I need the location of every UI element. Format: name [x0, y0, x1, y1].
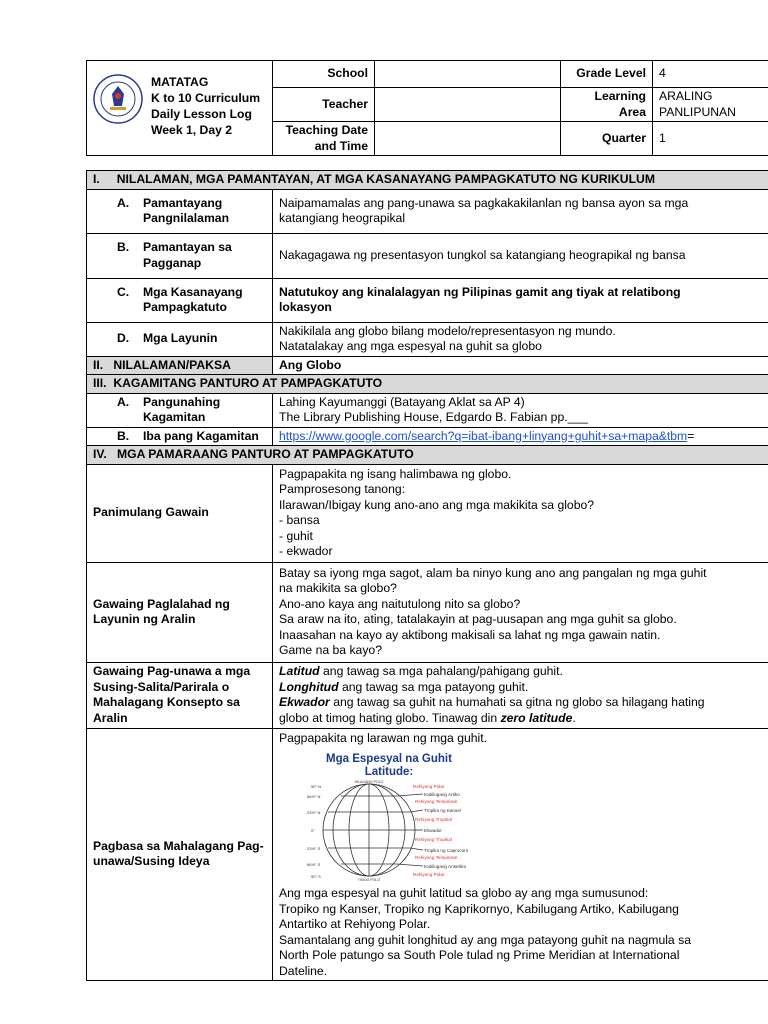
svg-text:Kabilugang Artiko: Kabilugang Artiko: [424, 792, 460, 797]
svg-text:90° S: 90° S: [311, 874, 321, 879]
row-label: Panimulang Gawain: [87, 464, 273, 562]
deped-seal-icon: [93, 74, 143, 124]
latitude-lines-diagram: [281, 750, 491, 882]
row-label: A. Pamantayang Pangnilalaman: [87, 189, 273, 233]
teacher-label: Teacher: [273, 88, 375, 122]
table-row: [87, 728, 768, 981]
quarter-label: Quarter: [561, 122, 653, 156]
lesson-table: [86, 170, 768, 981]
latitude-zone-labels: [413, 784, 469, 877]
row-value: Nakikilala ang globo bilang modelo/representasyon ng mundo. Natatalakay ang mga espesyal na guhit sa globo: [273, 322, 768, 356]
row-value: Latitud ang tawag sa mga pahalang/pahigang guhit. Longhitud ang tawag sa mga patayong guhit. Ekwador ang tawag sa guhit na humahati sa gitna ng globo sa hilagang hating globo at timog hating globo. Tinawag din zero latitude.: [273, 662, 768, 728]
row-label: C. Mga Kasanayang Pampagkatuto: [87, 278, 273, 322]
svg-text:Rehiyong Polar: Rehiyong Polar: [413, 872, 445, 877]
section-2-heading: II. NILALAMAN/PAKSA: [87, 356, 273, 375]
table-row: [87, 662, 768, 728]
table-row: [87, 464, 768, 562]
globe-icon: [323, 784, 423, 876]
table-row: [87, 278, 768, 322]
table-row: [87, 233, 768, 278]
row-value: Batay sa iyong mga sagot, alam ba ninyo kung ano ang pangalan ng mga guhit na makikita sa globo? Ano-ano kaya ang naitutulong nito sa globo? Sa araw na ito, ating, tatalakayin at pag-uusapan ang mga guhit sa globo. Inaasahan na kayo ay aktibong makisali sa lahat ng mga gawain natin. Game na ba kayo?: [273, 562, 768, 662]
svg-text:Rehiyong Temperate: Rehiyong Temperate: [415, 799, 458, 804]
term-ekwador: Ekwador: [279, 695, 330, 709]
row-label: B. Pamantayan sa Pagganap: [87, 233, 273, 278]
date-label: Teaching Date and Time: [273, 122, 375, 156]
logo-cell: [87, 61, 273, 156]
table-row: [87, 322, 768, 356]
teacher-value: [375, 88, 561, 122]
row-value: Pagpapakita ng larawan ng mga guhit. Mga Espesyal na Guhit Latitude: HILAGANG POLO 90° N 66½° N 23½° N 0° 23½° S 66½° S 90° S Rehiyong Polar Kabilugang Artiko Rehiyong Temperate Tropiko ng Kanser Rehiyong Tropikal Ekwador Rehiyong Tropikal Tropiko ng Caprocorn Rehiyong Temperate Kabilugang Antartiko Rehiyong Polar TIMOG POLO Ang mga espesyal na guhit latitud sa globo ay ang mga sumusunod: Tropiko ng Kanser, Tropiko ng Kaprikornyo, Kabilugang Artiko, Kabilugang Antartiko at Rehiyong Polar. Samantalang ang guhit longhitud ay ang mga patayong guhit na nagmula sa North Pole patungo sa South Pole tulad ng Prime Meridian at International Dateline.: [273, 728, 768, 981]
row-value: Naipamamalas ang pang-unawa sa pagkakakilanlan ng bansa ayon sa mga katangiang heograpikal: [273, 189, 768, 233]
grade-value: 4: [653, 61, 768, 88]
latitude-degree-labels: [307, 784, 321, 879]
lesson-log-title: MATATAG K to 10 Curriculum Daily Lesson Log Week 1, Day 2: [151, 75, 261, 137]
row-label: D. Mga Layunin: [87, 322, 273, 356]
row-value: Pagpapakita ng isang halimbawa ng globo. Pamprosesong tanong: Ilarawan/Ibigay kung ano-ano ang mga makikita sa globo? - bansa - guhit - ekwador: [273, 464, 768, 562]
school-value: [375, 61, 561, 88]
table-row: [87, 393, 768, 427]
row-value: Nakagagawa ng presentasyon tungkol sa katangiang heograpikal ng bansa: [273, 233, 768, 278]
svg-text:Rehiyong Tropikal: Rehiyong Tropikal: [415, 817, 452, 822]
svg-text:Rehiyong Temperate: Rehiyong Temperate: [415, 855, 458, 860]
grade-label: Grade Level: [561, 61, 653, 88]
svg-text:23½° N: 23½° N: [307, 810, 321, 815]
table-row: [87, 562, 768, 662]
diagram-subtitle: Latitude:: [364, 766, 414, 778]
svg-text:66½° N: 66½° N: [307, 794, 321, 799]
row-value: Lahing Kayumanggi (Batayang Aklat sa AP 4) The Library Publishing House, Edgardo B. Fabian pp.___: [273, 393, 768, 427]
row-label: B. Iba pang Kagamitan: [87, 427, 273, 446]
svg-text:Tropiko ng Caprocorn: Tropiko ng Caprocorn: [424, 848, 469, 853]
term-longhitud: Longhitud: [279, 679, 339, 694]
quarter-value: 1: [653, 122, 768, 156]
row-label: A. Pangunahing Kagamitan: [87, 393, 273, 427]
svg-text:0°: 0°: [311, 828, 315, 833]
section-4-heading: IV. MGA PAMARAANG PANTURO AT PAMPAGKATUTO: [87, 446, 768, 465]
diagram-title: Mga Espesyal na Guhit: [326, 753, 452, 765]
term-latitud: Latitud: [279, 664, 320, 678]
section-1-heading: I. NILALAMAN, MGA PAMANTAYAN, AT MGA KASANAYANG PAMPAGKATUTO NG KURIKULUM: [87, 171, 768, 190]
row-label: Gawaing Pag-unawa a mga Susing-Salita/Parirala o Mahalagang Konsepto sa Aralin: [87, 662, 273, 728]
google-search-link[interactable]: https://www.google.com/search?q=ibat-ibang+linyang+guhit+sa+mapa&tbm: [279, 428, 688, 443]
svg-text:Rehiyong Tropikal: Rehiyong Tropikal: [415, 837, 452, 842]
header-table: [86, 60, 768, 156]
table-row: [87, 189, 768, 233]
row-label: Gawaing Paglalahad ng Layunin ng Aralin: [87, 562, 273, 662]
row-label: Pagbasa sa Mahalagang Pag- unawa/Susing Ideya: [87, 728, 273, 981]
school-label: School: [273, 61, 375, 88]
svg-text:Tropiko ng Kanser: Tropiko ng Kanser: [424, 808, 462, 813]
row-value: https://www.google.com/search?q=ibat-ibang+linyang+guhit+sa+mapa&tbm=: [273, 427, 768, 446]
svg-text:66½° S: 66½° S: [307, 862, 321, 867]
svg-text:Kabilugang Antartiko: Kabilugang Antartiko: [424, 864, 467, 869]
table-row: [87, 427, 768, 446]
section-3-heading: III. KAGAMITANG PANTURO AT PAMPAGKATUTO: [87, 375, 768, 394]
south-pole-label: TIMOG POLO: [357, 878, 381, 882]
svg-text:Rehiyong Polar: Rehiyong Polar: [413, 784, 445, 789]
row-value: Natutukoy ang kinalalagyan ng Pilipinas gamit ang tiyak at relatibong lokasyon: [273, 278, 768, 322]
svg-text:90° N: 90° N: [311, 784, 322, 789]
svg-text:23½° S: 23½° S: [307, 846, 321, 851]
date-value: [375, 122, 561, 156]
term-zero-latitude: zero latitude: [500, 710, 573, 725]
section-2-value: Ang Globo: [273, 356, 768, 375]
area-value: ARALING PANLIPUNAN: [653, 88, 768, 122]
area-label: Learning Area: [561, 88, 653, 122]
svg-text:Ekwador: Ekwador: [424, 828, 442, 833]
north-pole-label: HILAGANG POLO: [354, 780, 384, 784]
